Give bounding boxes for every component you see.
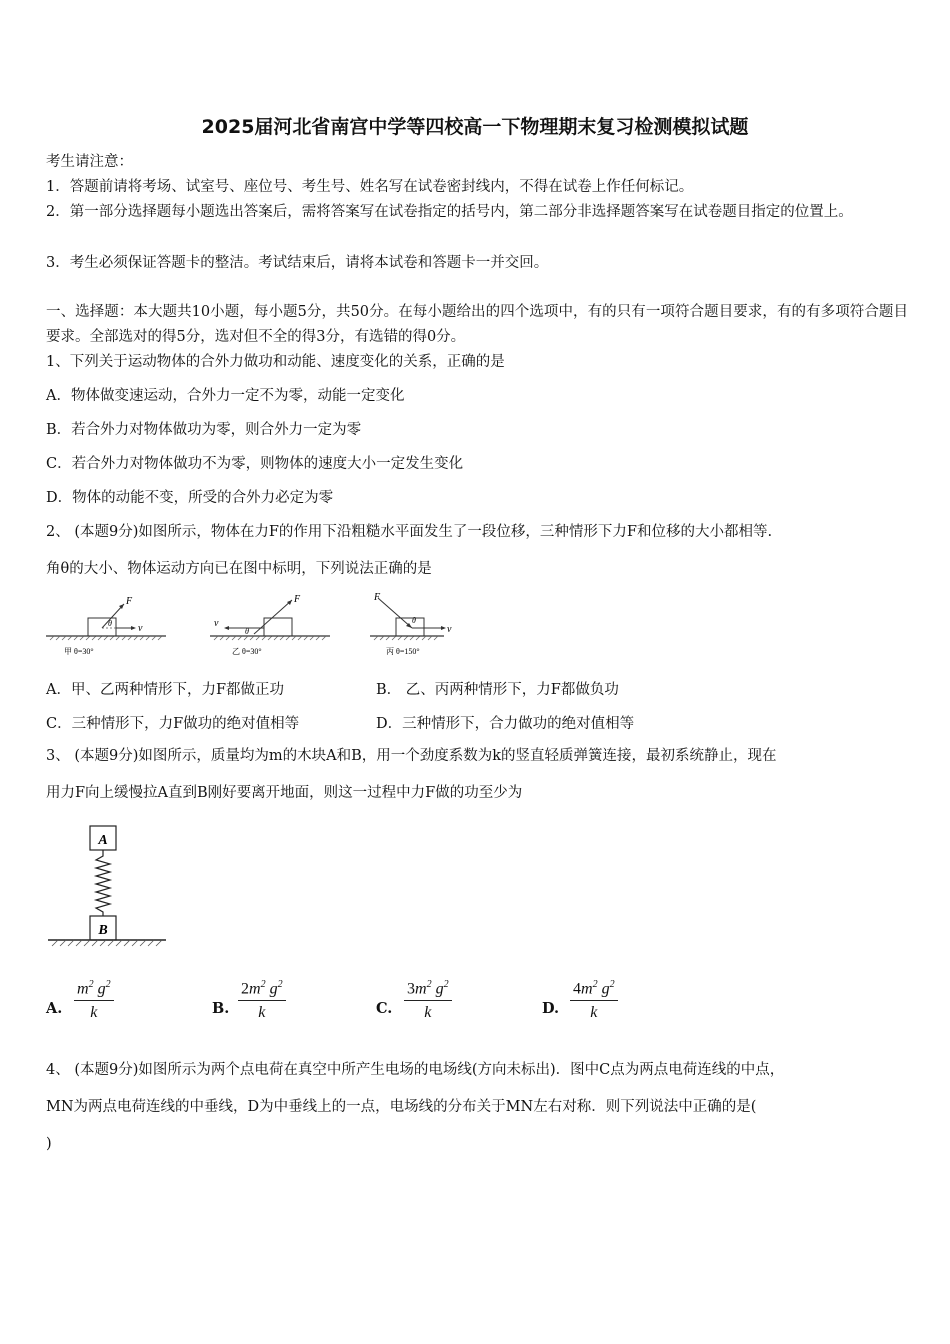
q3-option-b-fraction: $\frac{2m^2 g^2}{k}$ bbox=[238, 974, 286, 1025]
q2-option-a: A．甲、乙两种情形下，力F都做正功 bbox=[46, 682, 285, 698]
notice-item: 2．第一部分选择题每小题选出答案后，需将答案写在试卷指定的括号内，第二部分非选择题答案写在试卷题目指定的位置上。 bbox=[46, 204, 853, 220]
q2-figure bbox=[44, 590, 464, 662]
q3-option-b-letter: B. bbox=[212, 1000, 230, 1017]
q3-stem-line1: 3、 (本题9分)如图所示，质量均为m的木块A和B，用一个劲度系数为k的竖直轻质弹簧连接，最初系统静止，现在 bbox=[46, 748, 777, 764]
notice-item: 3．考生必须保证答题卡的整洁。考试结束后，请将本试卷和答题卡一并交回。 bbox=[46, 255, 549, 271]
angle-label: θ bbox=[412, 616, 416, 625]
angle-label: θ bbox=[245, 627, 249, 636]
q1-option-d: D．物体的动能不变，所受的合外力必定为零 bbox=[46, 490, 334, 506]
force-label: F bbox=[294, 594, 301, 605]
force-label: F bbox=[126, 596, 133, 607]
notice-item: 1．答题前请将考场、试室号、座位号、考生号、姓名写在试卷密封线内，不得在试卷上作任何标记。 bbox=[46, 179, 694, 195]
q2-option-c: C．三种情形下，力F做功的绝对值相等 bbox=[46, 716, 300, 732]
q1-option-a: A．物体做变速运动，合外力一定不为零，动能一定变化 bbox=[46, 388, 405, 404]
block-a-label: A bbox=[98, 833, 108, 848]
velocity-label: v bbox=[138, 623, 143, 634]
q3-option-d-fraction: $\frac{4m^2 g^2}{k}$ bbox=[570, 974, 618, 1025]
notice-heading: 考生请注意： bbox=[46, 154, 133, 170]
figure-yi bbox=[210, 594, 330, 656]
q3-option-a-letter: A. bbox=[46, 1000, 63, 1017]
figure-bing bbox=[370, 592, 452, 656]
q4-stem-line2: MN为两点电荷连线的中垂线，D为中垂线上的一点，电场线的分布关于MN左右对称．则下列说法中正确的是( bbox=[46, 1099, 757, 1115]
q1-option-b: B．若合外力对物体做功为零，则合外力一定为零 bbox=[46, 422, 362, 438]
figure-caption: 乙 θ=30° bbox=[232, 647, 262, 656]
force-label: F bbox=[374, 592, 381, 603]
figure-jia bbox=[46, 596, 166, 656]
q4-stem-line3: ) bbox=[46, 1136, 52, 1152]
q3-option-d-letter: D. bbox=[542, 1000, 560, 1017]
block-b-label: B bbox=[98, 923, 108, 938]
velocity-label: v bbox=[214, 618, 219, 629]
q3-option-c-letter: C. bbox=[376, 1000, 393, 1017]
q2-stem-line1: 2、 (本题9分)如图所示，物体在力F的作用下沿粗糙水平面发生了一段位移，三种情形下力F和位移的大小都相等. bbox=[46, 524, 773, 540]
q1-option-c: C．若合外力对物体做功不为零，则物体的速度大小一定发生变化 bbox=[46, 456, 464, 472]
q1-stem: 1、下列关于运动物体的合外力做功和动能、速度变化的关系，正确的是 bbox=[46, 354, 505, 370]
q3-figure bbox=[44, 820, 174, 952]
exam-title: 2025届河北省南宫中学等四校高一下物理期末复习检测模拟试题 bbox=[201, 116, 749, 138]
q2-option-b: B． 乙、丙两种情形下，力F都做负功 bbox=[376, 682, 619, 698]
section-heading: 一、选择题：本大题共10小题，每小题5分，共50分。在每小题给出的四个选项中，有的只有一项符合题目要求，有的有多项符合题目要求。全部选对的得5分，选对但不全的得3分，有选错的得0分。 bbox=[46, 304, 908, 345]
angle-label: θ bbox=[108, 619, 112, 628]
q3-stem-line2: 用力F向上缓慢拉A直到B刚好要离开地面，则这一过程中力F做的功至少为 bbox=[46, 785, 523, 801]
figure-caption: 丙 θ=150° bbox=[386, 647, 420, 656]
q3-option-a-fraction: $\frac{m^2 g^2}{k}$ bbox=[74, 974, 114, 1025]
q3-option-c-fraction: $\frac{3m^2 g^2}{k}$ bbox=[404, 974, 452, 1025]
q2-stem-line2: 角θ的大小、物体运动方向已在图中标明，下列说法正确的是 bbox=[46, 561, 432, 577]
q2-option-d: D．三种情形下，合力做功的绝对值相等 bbox=[376, 716, 635, 732]
figure-caption: 甲 θ=30° bbox=[64, 647, 94, 656]
spring bbox=[96, 850, 110, 916]
velocity-label: v bbox=[447, 624, 452, 635]
q4-stem-line1: 4、 (本题9分)如图所示为两个点电荷在真空中所产生电场的电场线(方向未标出)．图中C点为两点电荷连线的中点， bbox=[46, 1062, 785, 1078]
